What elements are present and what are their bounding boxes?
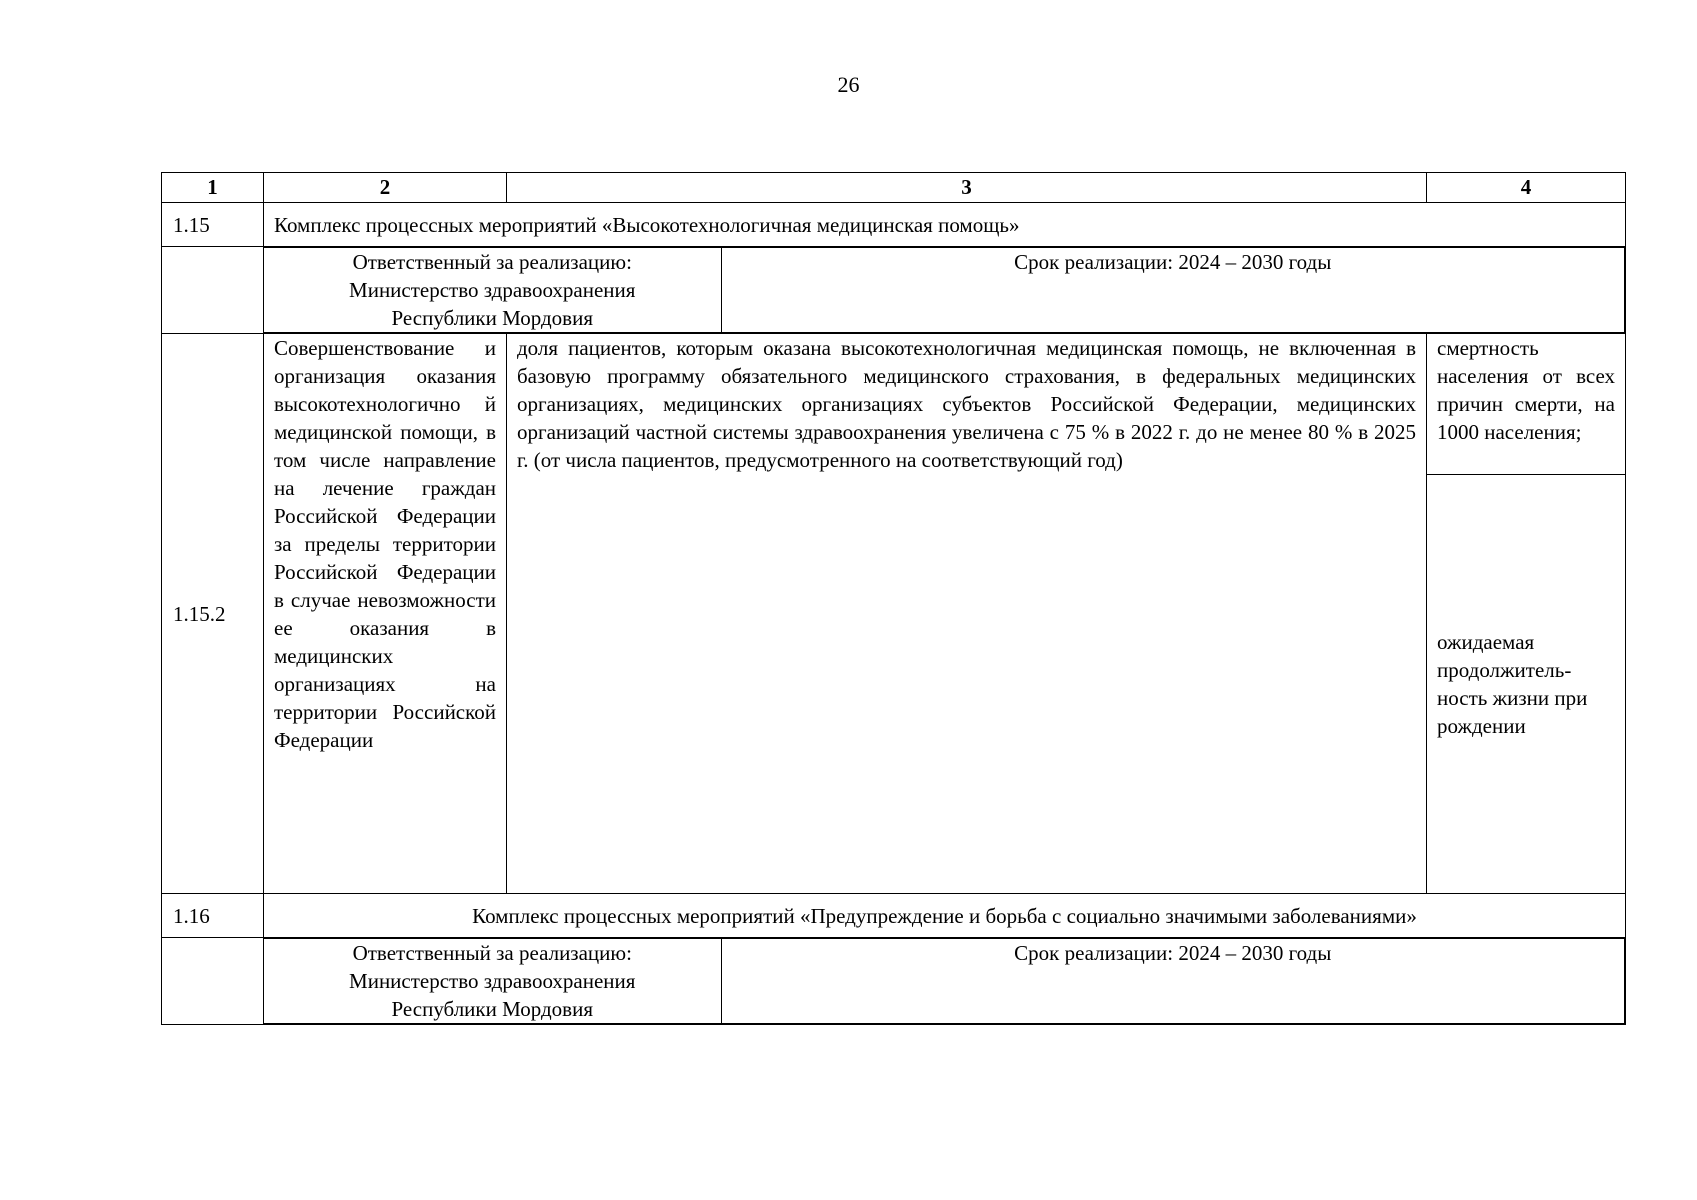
responsible-ministry: Министерство здравоохранения bbox=[349, 969, 636, 993]
responsible-ministry: Министерство здравоохранения bbox=[349, 278, 636, 302]
empty-cell bbox=[162, 938, 264, 1025]
responsible-period-grid bbox=[264, 247, 1625, 333]
measure-description: Совершенствование и организация оказания высокотехнологично й медицинской помощи, в том числе направление на лечение граждан Российской Федерации за пределы территории Российской Федерации в случае невозможности ее оказания в медицинских организациях на территории Российской Федерации bbox=[264, 334, 507, 894]
section-title: Комплекс процессных мероприятий «Высокотехнологичная медицинская помощь» bbox=[264, 203, 1626, 247]
section-number: 1.16 bbox=[162, 894, 264, 938]
responsible-region: Республики Мордовия bbox=[391, 997, 593, 1021]
section-row-1-15 bbox=[162, 203, 1626, 247]
measure-result: доля пациентов, которым оказана высокотехнологичная медицинская помощь, не включенная в базовую программу обязательного медицинского страхования, в федеральных медицинских организациях, медицинских организациях субъектов Российской Федерации, медицинских организаций частной системы здравоохранения увеличена с 75 % в 2022 г. до не менее 80 % в 2025 г. (от числа пациентов, предусмотренного на соответствующий год) bbox=[507, 334, 1427, 894]
responsible-period-grid bbox=[264, 938, 1625, 1024]
responsible-label: Ответственный за реализацию: bbox=[352, 941, 632, 965]
implementation-period: Срок реализации: 2024 – 2030 годы bbox=[721, 939, 1625, 1024]
indicator-mortality: смертность населения от всех причин смерти, на 1000 населения; bbox=[1427, 334, 1625, 475]
responsible-period-cell bbox=[264, 938, 1626, 1025]
column-header-1: 1 bbox=[162, 173, 264, 203]
responsible-block bbox=[264, 939, 721, 1024]
indicators-cell bbox=[1427, 334, 1626, 894]
responsible-region: Республики Мордовия bbox=[391, 306, 593, 330]
section-title: Комплекс процессных мероприятий «Предупреждение и борьба с социально значимыми заболеваниями» bbox=[264, 894, 1626, 938]
responsible-block bbox=[264, 248, 721, 333]
column-header-4: 4 bbox=[1427, 173, 1626, 203]
responsible-row-1-16 bbox=[162, 938, 1626, 1025]
section-number: 1.15 bbox=[162, 203, 264, 247]
indicator-life-expectancy-block bbox=[1427, 475, 1625, 893]
responsible-period-cell bbox=[264, 247, 1626, 334]
measure-number: 1.15.2 bbox=[162, 334, 264, 894]
empty-cell bbox=[162, 247, 264, 334]
column-header-2: 2 bbox=[264, 173, 507, 203]
section-row-1-16 bbox=[162, 894, 1626, 938]
page-number: 26 bbox=[837, 72, 860, 97]
indicator-life-expectancy: ожидаемая продолжитель-ность жизни при рождении bbox=[1437, 630, 1588, 738]
responsible-row-1-15 bbox=[162, 247, 1626, 334]
measure-row-1-15-2 bbox=[162, 334, 1626, 894]
implementation-period: Срок реализации: 2024 – 2030 годы bbox=[721, 248, 1625, 333]
column-header-3: 3 bbox=[507, 173, 1427, 203]
responsible-label: Ответственный за реализацию: bbox=[352, 250, 632, 274]
measures-table bbox=[161, 172, 1626, 1025]
table-header-row bbox=[162, 173, 1626, 203]
